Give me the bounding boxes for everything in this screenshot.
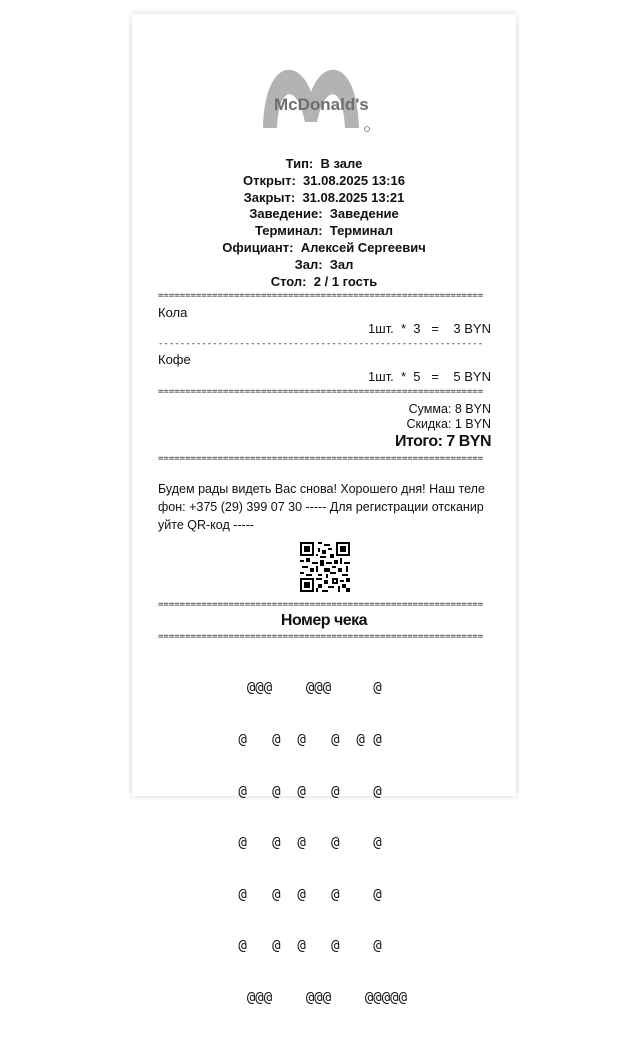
- check-number-art: [230, 646, 407, 1042]
- info-venue: Заведение: Заведение: [249, 206, 399, 222]
- order-info: [132, 156, 516, 290]
- info-opened: Открыт: 31.08.2025 13:16: [243, 172, 405, 188]
- art-line: @ @ @ @ @ @: [230, 732, 399, 749]
- receipt: [132, 14, 516, 1007]
- art-line: @@@ @@@ @@@@@: [230, 990, 408, 1007]
- separator-double: ============================================================: [158, 387, 484, 397]
- total-sum: Сумма: 8 BYN: [408, 402, 491, 416]
- separator-double: ============================================================: [158, 291, 484, 301]
- mcdonalds-logo: [132, 50, 516, 150]
- item-price-line: 1шт. * 5 = 5 BYN: [367, 369, 491, 384]
- art-line: @ @ @ @ @: [230, 783, 399, 800]
- info-type: Тип: В зале: [285, 156, 363, 171]
- item-price-line: 1шт. * 3 = 3 BYN: [367, 321, 491, 336]
- brand-name: McDonald's: [274, 95, 369, 114]
- info-hall: Зал: Зал: [294, 256, 354, 272]
- info-table: Стол: 2 / 1 гость: [270, 273, 378, 289]
- info-terminal: Терминал: Терминал: [254, 223, 394, 239]
- item-name: Кофе: [158, 352, 191, 367]
- info-waiter: Официант: Алексей Сергеевич: [222, 239, 426, 255]
- art-line: @ @ @ @ @: [230, 938, 399, 955]
- item-name: Кола: [158, 305, 188, 320]
- totals-block: [395, 402, 491, 452]
- check-number-title: Номер чека: [280, 612, 368, 629]
- separator-double: ============================================================: [158, 454, 484, 464]
- qr-code[interactable]: [300, 542, 350, 592]
- art-line: @ @ @ @ @: [230, 835, 399, 852]
- grand-total: Итого: 7 BYN: [394, 433, 491, 450]
- separator-single: ------------------------------------------------------------: [158, 339, 484, 349]
- separator-double: ============================================================: [158, 632, 484, 642]
- total-discount: Скидка: 1 BYN: [406, 417, 491, 431]
- art-line: @@@ @@@ @: [230, 680, 399, 697]
- footer-message: Будем рады видеть Вас снова! Хорошего дня! Наш теле фон: +375 (29) 399 07 30 ----- Для регистрации отсканир уйте QR-код -----: [158, 482, 485, 532]
- art-line: @ @ @ @ @: [230, 886, 399, 903]
- separator-double: ============================================================: [158, 600, 484, 610]
- info-closed: Закрыт: 31.08.2025 13:21: [243, 189, 405, 205]
